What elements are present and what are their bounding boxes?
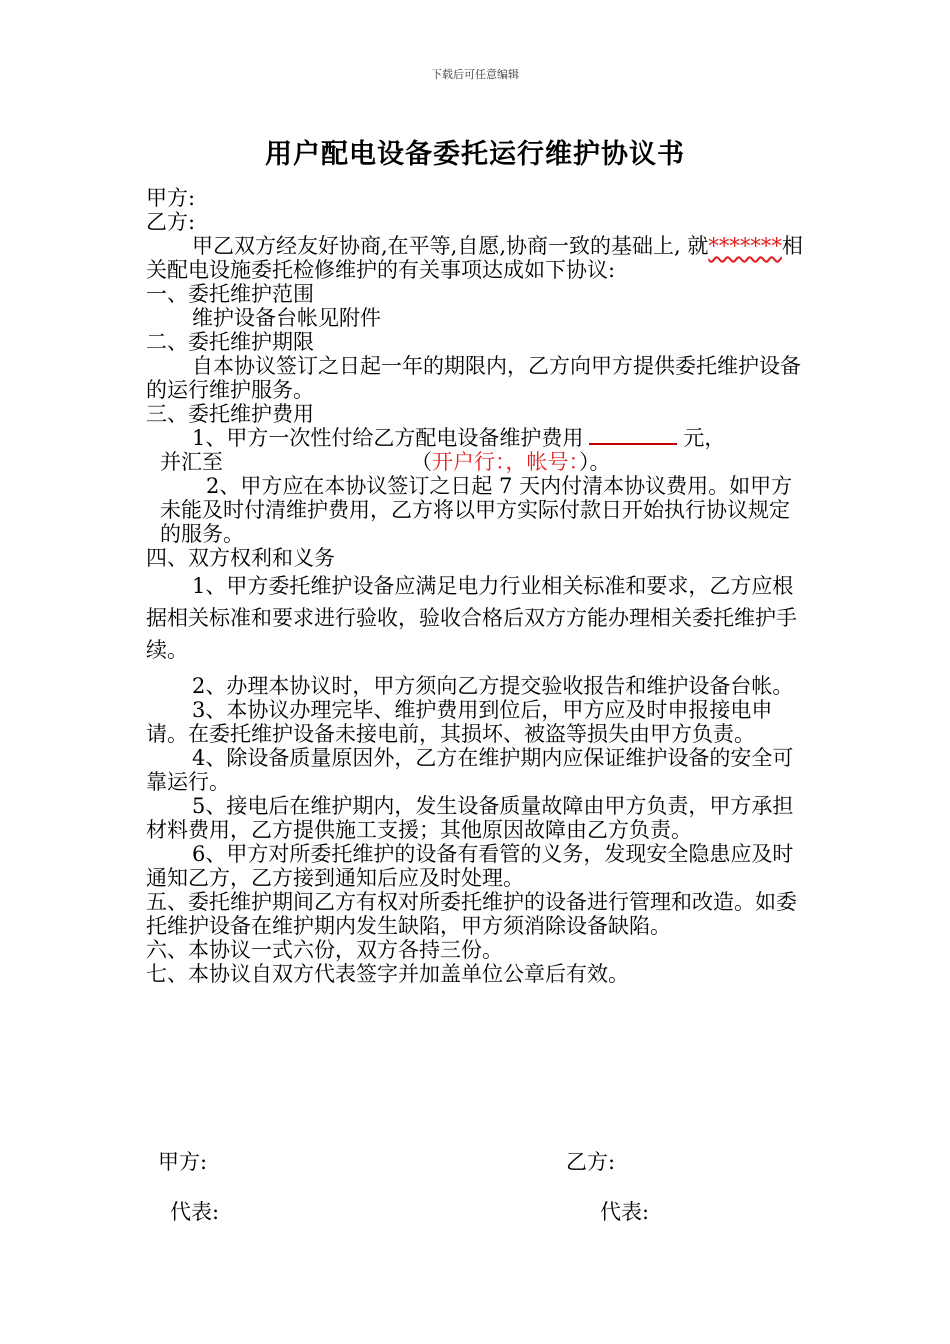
bank-open: （ bbox=[411, 450, 432, 474]
section-4-item-1: 1、甲方委托维护设备应满足电力行业相关标准和要求，乙方应根据相关标准和要求进行验收，验收合格后双方方能办理相关委托维护手续。 bbox=[146, 574, 797, 662]
party-a-label: 甲方: bbox=[146, 186, 196, 210]
section-4 bbox=[146, 546, 810, 890]
section-3-item-2: 2、甲方应在本协议签订之日起 7 天内付清本协议费用。如甲方未能及时付清维护费用，乙方将以甲方实际付款日开始执行协议规定的服务。 bbox=[160, 474, 793, 546]
section-4-item-3: 3、本协议办理完毕、维护费用到位后，甲方应及时申报接电申请。在委托维护设备未接电前，其损坏、被盗等损失由甲方负责。 bbox=[146, 698, 773, 746]
page-title: 用户配电设备委托运行维护协议书 bbox=[265, 139, 685, 170]
party-b-label: 乙方: bbox=[146, 210, 196, 234]
section-5-text: 五、委托维护期间乙方有权对所委托维护的设备进行管理和改造。如委托维护设备在维护期内发生缺陷，甲方须消除设备缺陷。 bbox=[146, 890, 797, 938]
section-1-heading: 一、委托维护范围 bbox=[146, 282, 314, 306]
redacted-placeholder: ******* bbox=[708, 234, 782, 258]
signature-party-a: 甲方: bbox=[158, 1150, 208, 1174]
fee-unit: 元， bbox=[683, 426, 726, 450]
fee-blank bbox=[589, 427, 677, 445]
header-note: 下载后可任意编辑 bbox=[431, 68, 519, 81]
section-3-item-1 bbox=[146, 426, 810, 450]
section-4-item-5: 5、接电后在维护期内，发生设备质量故障由甲方负责，甲方承担材料费用，乙方提供施工支援；其他原因故障由乙方负责。 bbox=[146, 794, 794, 842]
section-4-item-2: 2、办理本协议时，甲方须向乙方提交验收报告和维护设备台帐。 bbox=[192, 674, 794, 698]
signature-party-b: 乙方: bbox=[566, 1150, 616, 1174]
bank-info: 开户行：，帐号： bbox=[432, 450, 579, 474]
section-4-item-6: 6、甲方对所委托维护的设备有看管的义务，发现安全隐患应及时通知乙方，乙方接到通知后应及时处理。 bbox=[146, 842, 794, 890]
section-4-heading: 四、双方权利和义务 bbox=[146, 546, 335, 570]
intro-paragraph bbox=[146, 234, 810, 282]
section-4-item-4: 4、除设备质量原因外，乙方在维护期内应保证维护设备的安全可靠运行。 bbox=[146, 746, 794, 794]
signature-rep-a: 代表: bbox=[170, 1200, 220, 1224]
bank-close: ）。 bbox=[579, 450, 611, 474]
intro-line2: 相关配电设施委托检修维护的有关事项达成如下协议: bbox=[146, 234, 803, 282]
section-1-text: 维护设备台帐见附件 bbox=[192, 306, 381, 330]
remit-label: 并汇至 bbox=[160, 450, 223, 474]
document-body bbox=[146, 186, 810, 986]
fee-text: 1、甲方一次性付给乙方配电设备维护费用 bbox=[192, 426, 584, 450]
section-2-text: 自本协议签订之日起一年的期限内，乙方向甲方提供委托维护设备的运行维护服务。 bbox=[146, 354, 801, 402]
section-6-text: 六、本协议一式六份，双方各持三份。 bbox=[146, 938, 503, 962]
section-3-remit bbox=[146, 450, 810, 474]
intro-line1: 甲乙双方经友好协商,在平等,自愿,协商一致的基础上, 就 bbox=[192, 234, 709, 258]
section-2-heading: 二、委托维护期限 bbox=[146, 330, 314, 354]
section-3-heading: 三、委托维护费用 bbox=[146, 402, 314, 426]
section-7-text: 七、本协议自双方代表签字并加盖单位公章后有效。 bbox=[146, 962, 629, 986]
signature-rep-b: 代表: bbox=[600, 1200, 650, 1224]
